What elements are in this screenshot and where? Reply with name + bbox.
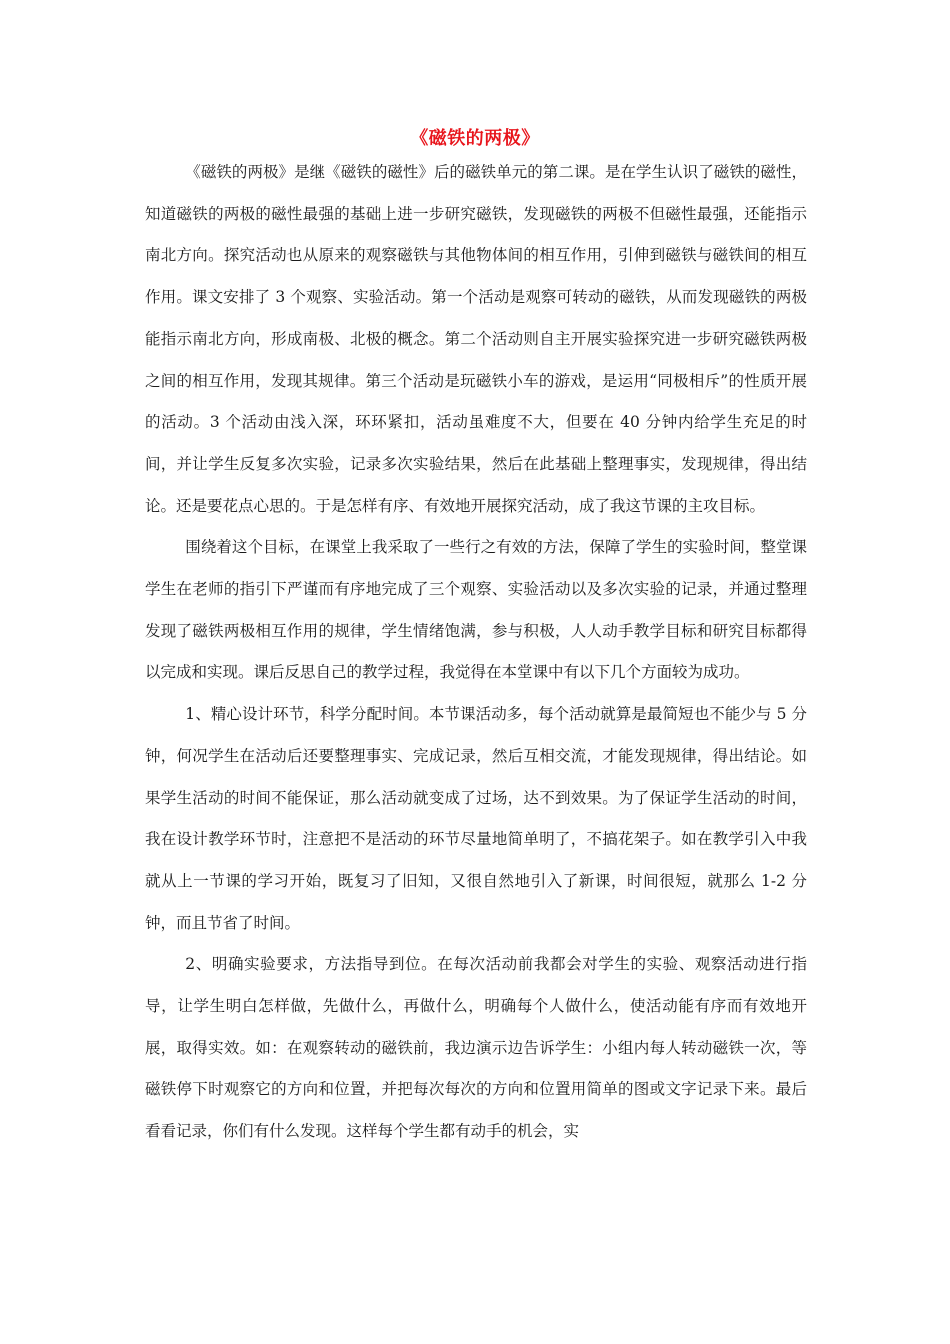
paragraph-point-2: 2、明确实验要求，方法指导到位。在每次活动前我都会对学生的实验、观察活动进行指导，让学生明白怎样做，先做什么，再做什么，明确每个人做什么，使活动能有序而有效地开展，取得实效。如：在观察转动的磁铁前，我边演示边告诉学生：小组内每人转动磁铁一次，等磁铁停下时观察它的方向和位置，并把每次每次的方向和位置用简单的图或文字记录下来。最后看看记录，你们有什么发现。这样每个学生都有动手的机会，实 xyxy=(145,955,807,1141)
document-body xyxy=(145,152,807,1153)
paragraph-intro: 《磁铁的两极》是继《磁铁的磁性》后的磁铁单元的第二课。是在学生认识了磁铁的磁性，知道磁铁的两极的磁性最强的基础上进一步研究磁铁，发现磁铁的两极不但磁性最强，还能指示南北方向。探究活动也从原来的观察磁铁与其他物体间的相互作用，引伸到磁铁与磁铁间的相互作用。课文安排了 3 个观察、实验活动。第一个活动是观察可转动的磁铁，从而发现磁铁的两极能指示南北方向，形成南极、北极的概念。第二个活动则自主开展实验探究进一步研究磁铁两极之间的相互作用，发现其规律。第三个活动是玩磁铁小车的游戏，是运用“同极相斥”的性质开展的活动。3 个活动由浅入深，环环紧扣，活动虽难度不大，但要在 40 分钟内给学生充足的时间，并让学生反复多次实验，记录多次实验结果，然后在此基础上整理事实，发现规律，得出结论。还是要花点心思的。于是怎样有序、有效地开展探究活动，成了我这节课的主攻目标。 xyxy=(145,163,807,515)
paragraph-goal: 围绕着这个目标，在课堂上我采取了一些行之有效的方法，保障了学生的实验时间，整堂课学生在老师的指引下严谨而有序地完成了三个观察、实验活动以及多次实验的记录，并通过整理发现了磁铁两极相互作用的规律，学生情绪饱满，参与积极，人人动手教学目标和研究目标都得以完成和实现。课后反思自己的教学过程，我觉得在本堂课中有以下几个方面较为成功。 xyxy=(145,538,807,682)
document-title: 《磁铁的两极》 xyxy=(410,128,540,149)
paragraph-point-1: 1、精心设计环节，科学分配时间。本节课活动多，每个活动就算是最简短也不能少与 5 分钟，何况学生在活动后还要整理事实、完成记录，然后互相交流，才能发现规律，得出结论。如果学生活动的时间不能保证，那么活动就变成了过场，达不到效果。为了保证学生活动的时间，我在设计教学环节时，注意把不是活动的环节尽量地简单明了，不搞花架子。如在教学引入中我就从上一节课的学习开始，既复习了旧知，又很自然地引入了新课，时间很短，就那么 1-2 分钟，而且节省了时间。 xyxy=(145,705,807,932)
